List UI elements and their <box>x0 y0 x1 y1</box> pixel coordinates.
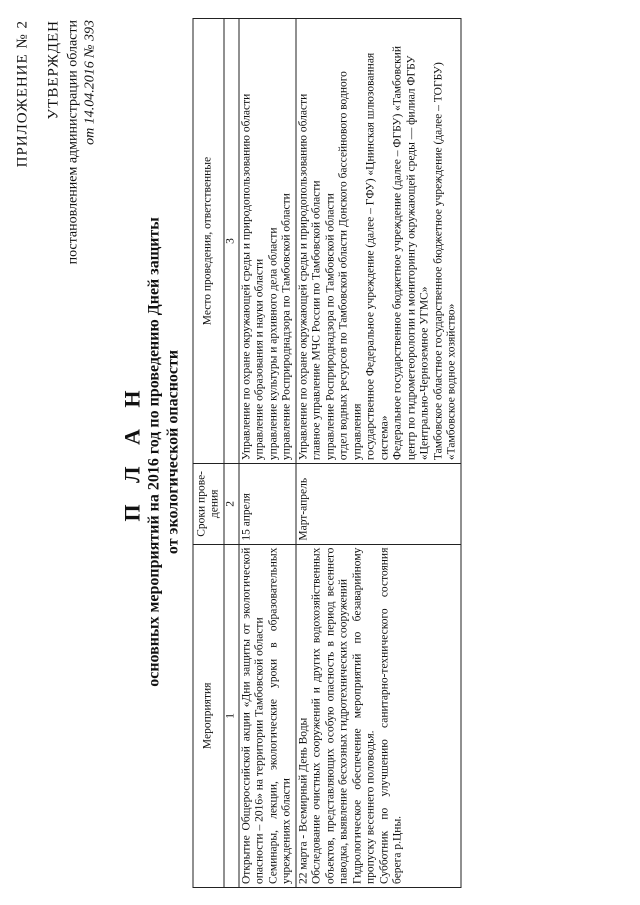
place-item: Управление по охране окружающей среды и природопользованию области <box>240 93 252 461</box>
table-row <box>296 19 461 888</box>
events-cell <box>239 544 296 887</box>
column-number: 2 <box>224 464 239 545</box>
event-item: Семинары, лекции, экологические уроки в образовательных учреждениях области <box>267 547 293 884</box>
column-number: 3 <box>224 19 239 464</box>
events-table <box>193 18 462 888</box>
event-item: Гидрологическое обеспечение мероприятий по безаварийному пропуску весеннего половодья. <box>351 547 377 884</box>
events-cell <box>296 544 461 887</box>
place-item: Федеральное государственное бюджетное учреждение (далее – ФГБУ) «Тамбовский центр по гидрометеорологии и мониторингу окружающей среды — филиал ФГБУ «Центрально-Черноземное УГМС» <box>391 46 431 461</box>
column-header-dates: Сроки прове-дения <box>193 464 224 545</box>
approved-label: УТВЕРЖДЕН <box>45 20 62 120</box>
place-item: Управление по охране окружающей среды и природопользованию области <box>297 93 309 461</box>
event-item: Субботник по улучшению санитарно-технического состояния берега р.Цны. <box>378 547 404 884</box>
title-line-2: от экологической опасности <box>164 349 182 555</box>
places-cell <box>239 19 296 464</box>
decree-text: постановлением администрации области <box>65 20 81 265</box>
place-item: управление культуры и архивного дела области <box>267 227 279 461</box>
title-line-1: основных мероприятий на 2016 год по проведению Дней защиты <box>145 217 163 687</box>
column-header-events: Мероприятия <box>193 544 224 887</box>
column-header-places: Место проведения, ответственные <box>193 19 224 464</box>
places-cell <box>296 19 461 464</box>
place-item: управление Росприроднадзора по Тамбовской области <box>280 193 293 461</box>
dates-cell: Март-апрель <box>296 464 461 545</box>
approval-block <box>15 20 99 320</box>
event-item: Обследование очистных сооружений и других водохозяйственных объектов, представляющих особую опасность в период весеннего паводка, выявление бесхозных гидротехнических сооружений <box>310 547 350 884</box>
column-number: 1 <box>224 544 239 887</box>
event-item: Открытие Общероссийской акции «Дни защиты от экологической опасности – 2016» на территории Тамбовской области <box>240 547 266 884</box>
event-item: 22 марта - Всемирный День Воды <box>297 717 309 884</box>
place-item: главное управление МЧС России по Тамбовской области <box>310 180 323 461</box>
rotated-content <box>13 12 628 892</box>
decree-date: от 14.04.2016 № 393 <box>82 20 98 145</box>
column-number-row <box>224 19 239 888</box>
appendix-number: ПРИЛОЖЕНИЕ № 2 <box>14 20 31 168</box>
place-item: управление образования и науки области <box>253 258 266 461</box>
place-item: управление Росприроднадзора по Тамбовской области <box>324 193 336 461</box>
place-item: отдел водных ресурсов по Тамбовской области Донского бассейнового водного управления <box>337 71 363 461</box>
plan-title: П Л А Н <box>119 382 145 522</box>
document-title <box>121 12 183 892</box>
place-item: государственное Федеральное учреждение (далее – ГФУ) «Цнинская шлюзованная система» <box>364 52 390 461</box>
dates-cell: 15 апреля <box>239 464 296 545</box>
table-header-row <box>193 19 224 888</box>
table-row <box>239 19 296 888</box>
place-item: Тамбовское областное государственное бюджетное учреждение (далее – ТОГБУ) «Тамбовское водное хозяйство» <box>432 62 458 461</box>
